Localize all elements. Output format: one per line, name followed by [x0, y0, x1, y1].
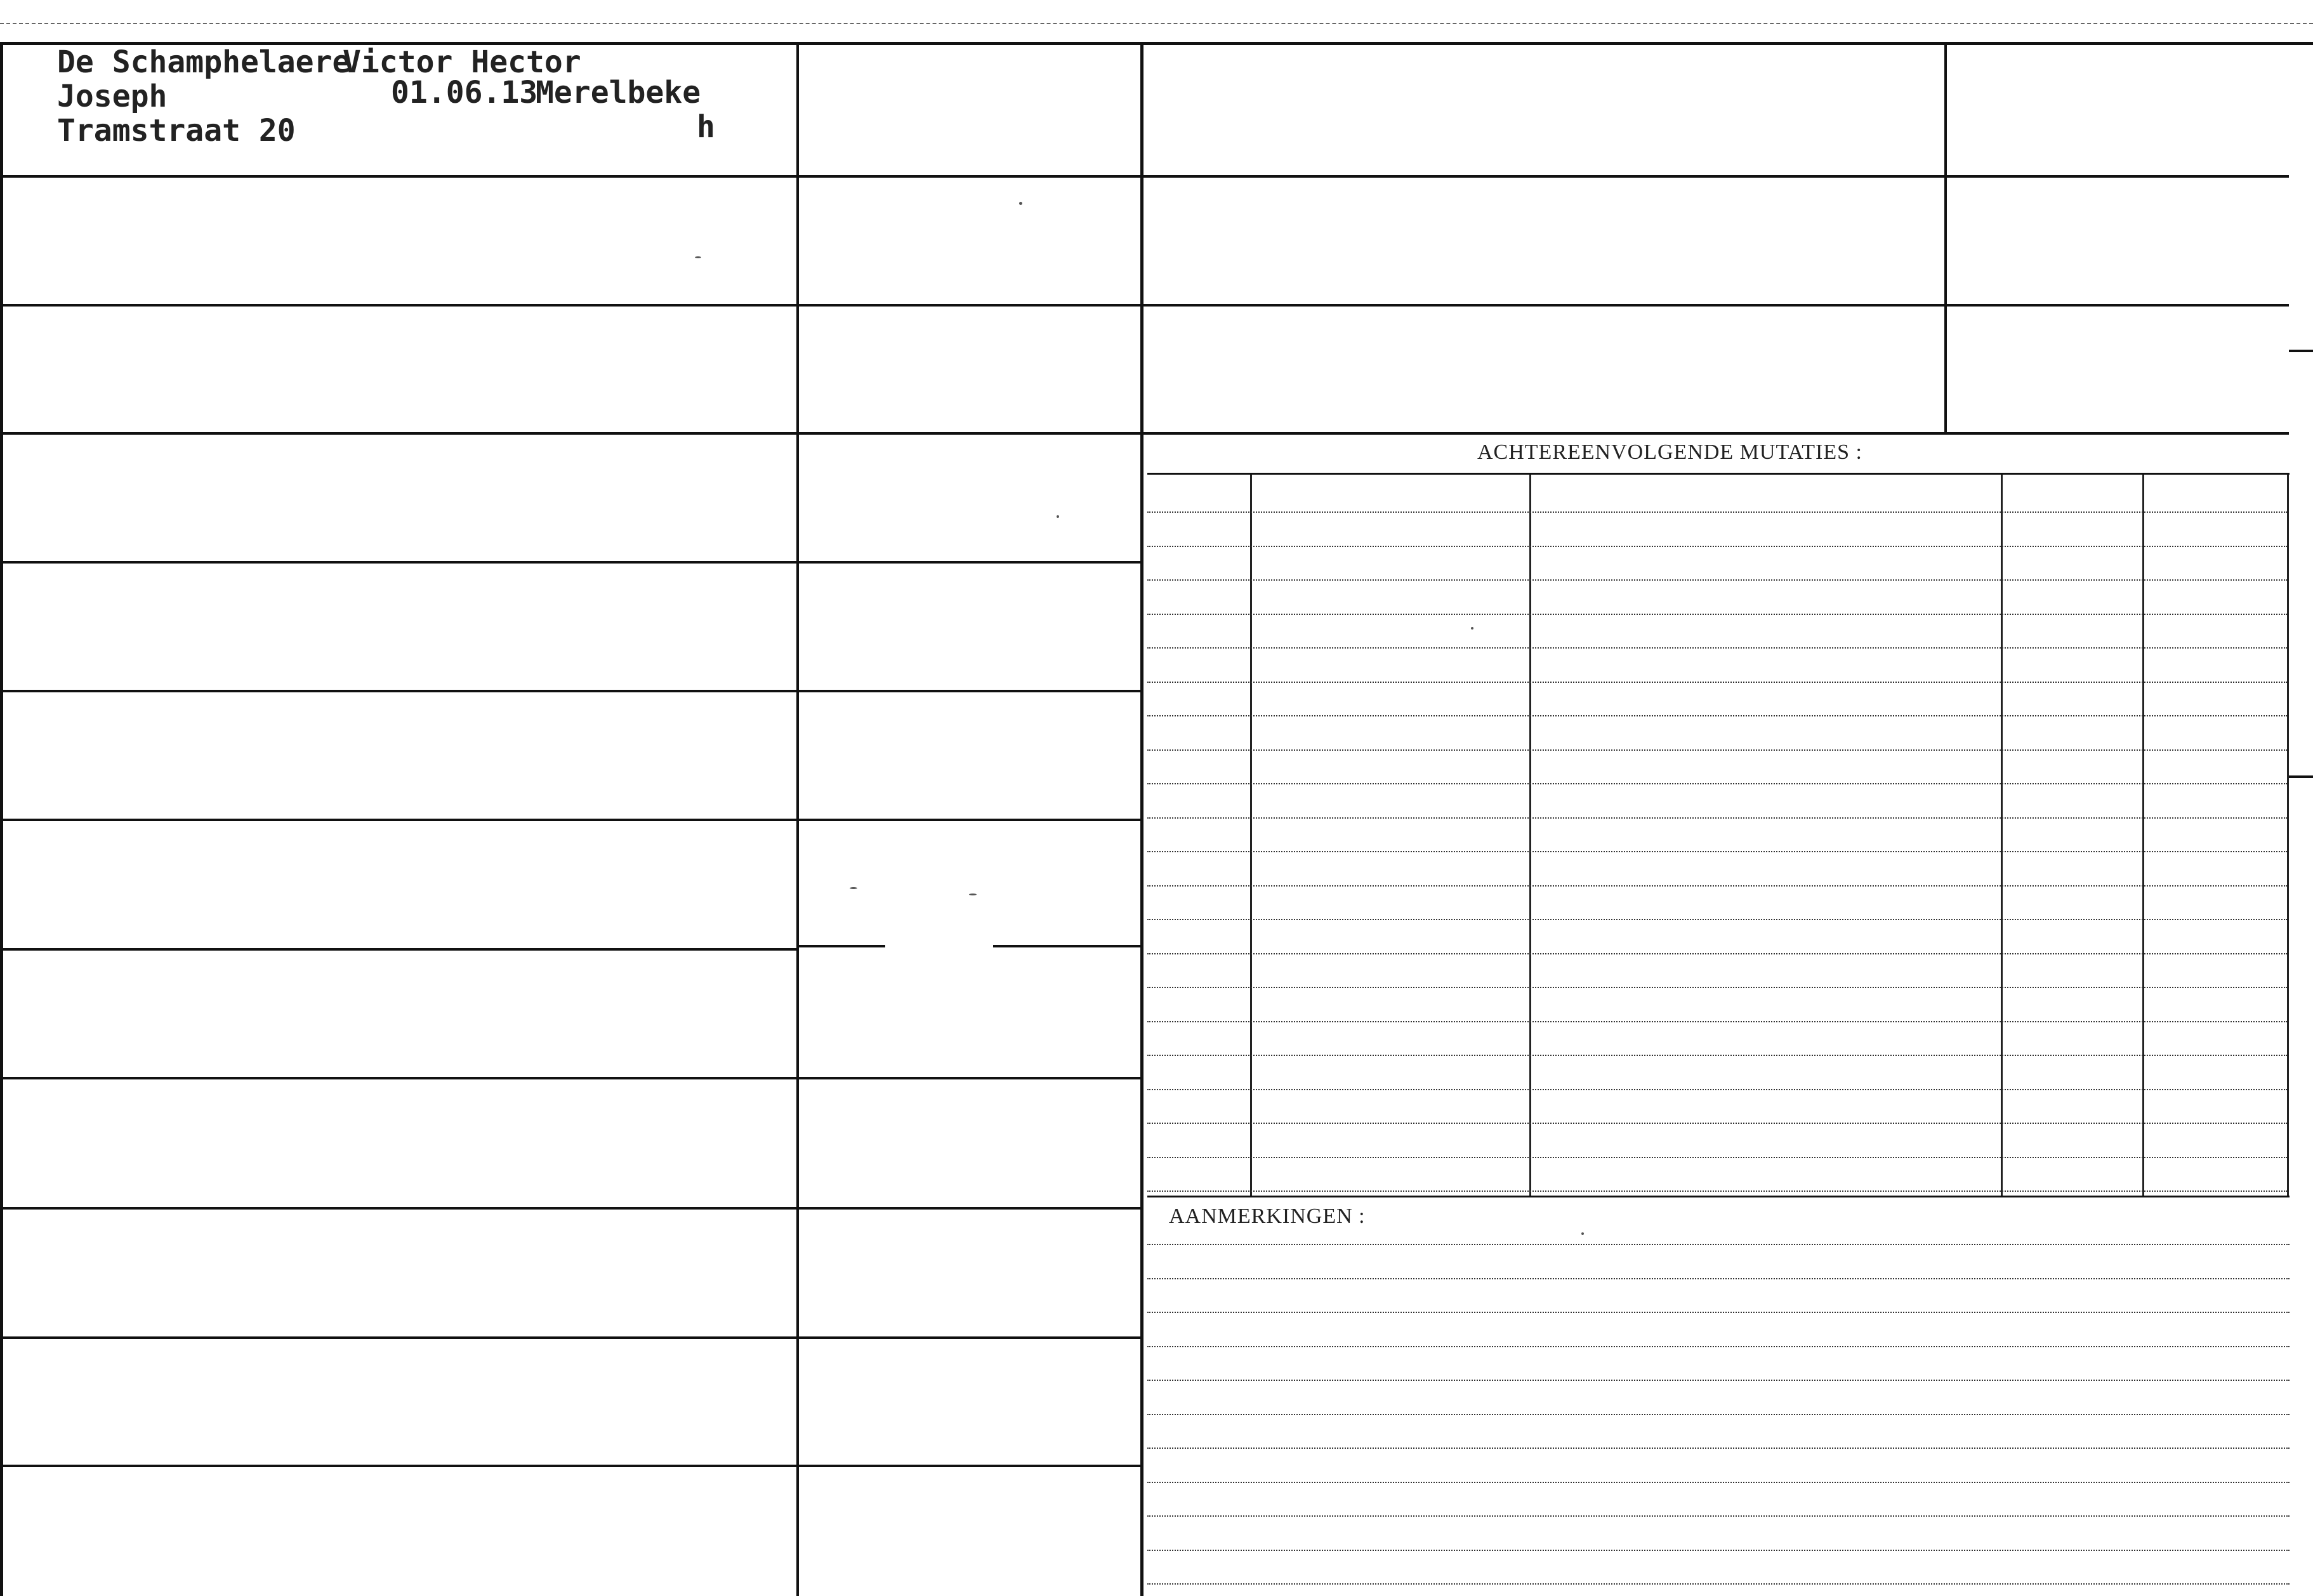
row-line-4	[0, 561, 796, 564]
mid-row-line-6	[796, 819, 1140, 821]
mid-row-line-5	[796, 690, 1140, 692]
row-line-7	[0, 948, 796, 951]
mutations-table-top	[1147, 473, 2290, 475]
remarks-ruled-line	[1147, 1278, 2290, 1279]
ink-speck	[1471, 627, 1473, 630]
mid-row-line-1	[796, 175, 1140, 178]
right-row-line-3	[1140, 432, 2289, 435]
mutations-ruled-line	[1147, 682, 2287, 683]
mutations-ruled-line	[1147, 749, 2287, 751]
mid-row-line-11	[796, 1465, 1140, 1467]
remarks-ruled-line	[1147, 1482, 2290, 1483]
mutations-ruled-line	[1147, 1157, 2287, 1158]
remarks-ruled-line	[1147, 1515, 2290, 1517]
right-row-line-1	[1140, 175, 2289, 178]
row-line-9	[0, 1207, 796, 1210]
mid-row-line-8	[796, 1077, 1140, 1079]
row-line-2	[0, 304, 796, 307]
mutations-ruled-line	[1147, 1021, 2287, 1022]
mutations-col-1	[1250, 475, 1252, 1196]
remarks-ruled-line	[1147, 1448, 2290, 1449]
birth-date: 01.06.13	[391, 75, 538, 110]
column-divider-3	[1944, 42, 1947, 432]
mutations-ruled-line	[1147, 546, 2287, 547]
ink-speck	[1019, 202, 1022, 205]
mutations-col-2	[1529, 475, 1531, 1196]
column-divider-2	[1140, 42, 1143, 1596]
mutations-ruled-line	[1147, 817, 2287, 819]
right-margin-tick-1	[2289, 350, 2313, 352]
remarks-ruled-line	[1147, 1312, 2290, 1313]
row-line-6	[0, 819, 796, 821]
ink-speck	[850, 887, 857, 889]
ink-speck	[969, 894, 977, 895]
remarks-ruled-line	[1147, 1346, 2290, 1347]
mutations-ruled-line	[1147, 1123, 2287, 1124]
right-margin-tick-2	[2289, 775, 2313, 778]
row-line-1	[0, 175, 796, 178]
remarks-ruled-line	[1147, 1583, 2290, 1585]
mutations-ruled-line	[1147, 579, 2287, 581]
middle-name: Joseph	[57, 79, 168, 114]
row-line-10	[0, 1336, 796, 1339]
birth-place: Merelbeke	[536, 75, 701, 110]
mutations-table-bottom	[1147, 1196, 2290, 1197]
mutations-ruled-line	[1147, 885, 2287, 887]
mutations-col-5	[2287, 475, 2289, 1196]
row-line-8	[0, 1077, 796, 1079]
mutations-ruled-line	[1147, 851, 2287, 852]
mutations-ruled-line	[1147, 987, 2287, 988]
remarks-heading: AANMERKINGEN :	[1169, 1204, 1366, 1228]
ink-speck	[695, 256, 701, 258]
mid-row-line-9	[796, 1207, 1140, 1210]
mid-row-line-7a	[796, 945, 885, 947]
mutations-ruled-line	[1147, 919, 2287, 920]
surname: De Schamphelaere	[57, 44, 351, 80]
mutations-ruled-line	[1147, 1089, 2287, 1090]
mutations-ruled-line	[1147, 783, 2287, 784]
top-torn-edge	[0, 23, 2313, 24]
mutations-ruled-line	[1147, 511, 2287, 513]
remarks-ruled-line	[1147, 1550, 2290, 1551]
mutations-ruled-line	[1147, 1190, 2287, 1192]
mid-row-line-3	[796, 432, 1140, 435]
ink-speck	[1057, 515, 1059, 518]
mutations-ruled-line	[1147, 614, 2287, 615]
address: Tramstraat 20	[57, 113, 296, 148]
mid-row-line-2	[796, 304, 1140, 307]
mid-row-line-4	[796, 561, 1140, 564]
row-line-3	[0, 432, 796, 435]
mid-row-line-7b	[993, 945, 1140, 947]
right-row-line-2	[1140, 304, 2289, 307]
mutations-ruled-line	[1147, 953, 2287, 954]
mutations-col-4	[2142, 475, 2144, 1196]
mutations-ruled-line	[1147, 1055, 2287, 1056]
mutations-ruled-line	[1147, 715, 2287, 716]
mark: h	[697, 109, 715, 145]
ink-speck	[1581, 1232, 1584, 1235]
remarks-ruled-line	[1147, 1414, 2290, 1415]
given-names: Victor Hector	[343, 44, 581, 80]
mid-row-line-10	[796, 1336, 1140, 1339]
row-line-11	[0, 1465, 796, 1467]
row-line-5	[0, 690, 796, 692]
mutations-ruled-line	[1147, 647, 2287, 649]
remarks-ruled-line	[1147, 1380, 2290, 1381]
mutations-heading: ACHTEREENVOLGENDE MUTATIES :	[1477, 440, 1862, 464]
remarks-ruled-line	[1147, 1244, 2290, 1245]
mutations-col-3	[2001, 475, 2003, 1196]
